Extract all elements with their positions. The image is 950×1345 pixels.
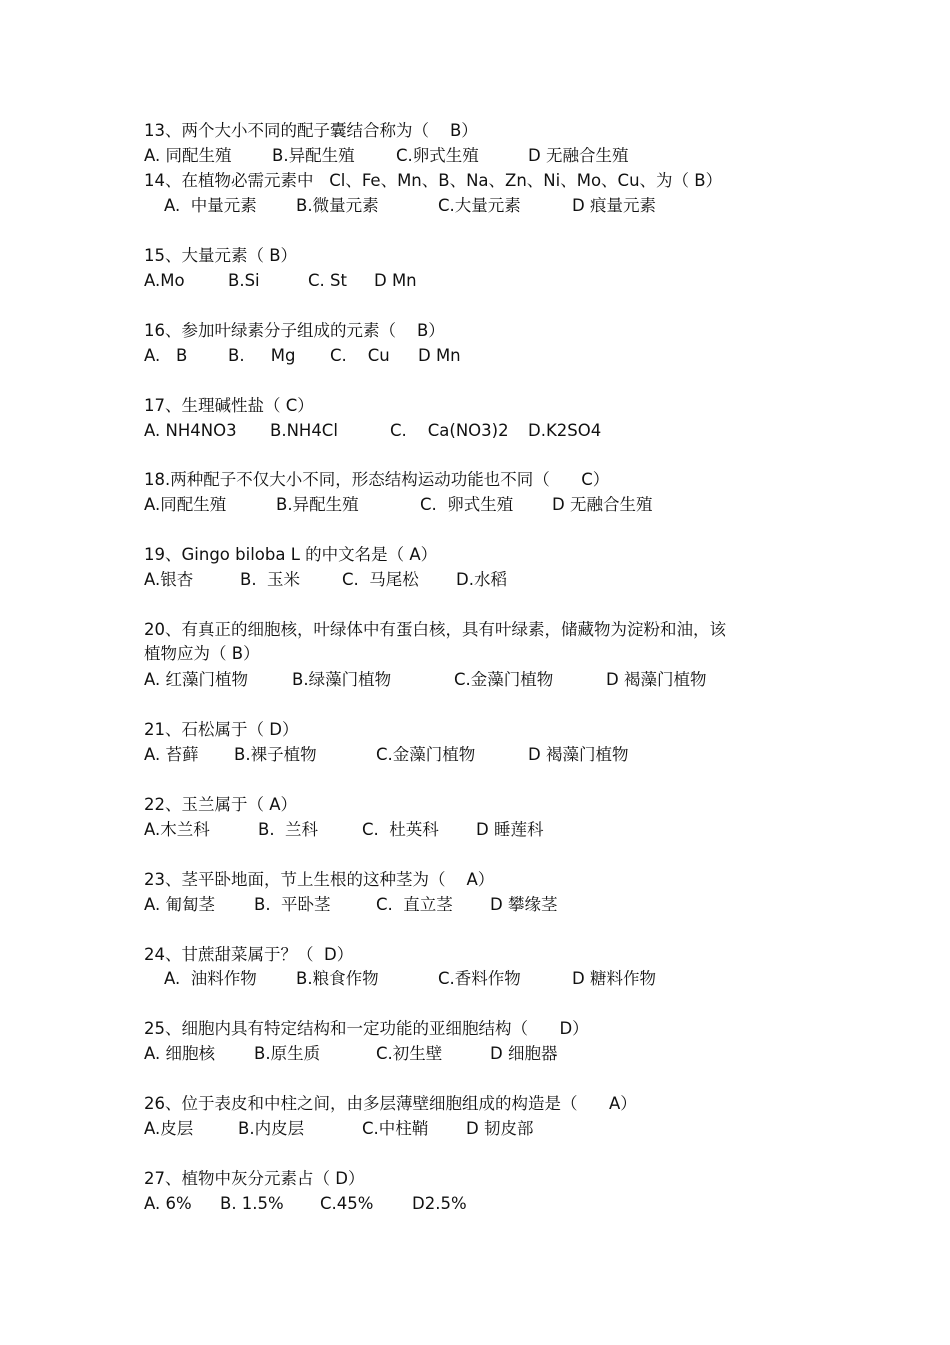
option-c: C. 杜英科	[362, 820, 439, 839]
option-d: D Mn	[374, 271, 417, 290]
option-a: A.皮层	[144, 1119, 194, 1138]
question-17-text: 17、生理碱性盐（ C）	[144, 396, 314, 415]
option-c: C. Ca(NO3)2	[390, 421, 509, 440]
option-d: D 痕量元素	[572, 196, 656, 215]
option-c: C.香料作物	[438, 969, 521, 988]
option-c: C.45%	[320, 1194, 374, 1213]
option-b: B.NH4Cl	[270, 421, 338, 440]
question-16-text: 16、参加叶绿素分子组成的元素（ B）	[144, 321, 445, 340]
option-a: A. 匍匐茎	[144, 895, 215, 914]
option-d: D 攀缘茎	[490, 895, 558, 914]
option-d: D 无融合生殖	[528, 146, 629, 165]
option-c: C.中柱鞘	[362, 1119, 429, 1138]
option-b: B.内皮层	[238, 1119, 305, 1138]
option-a: A. 细胞核	[144, 1044, 215, 1063]
option-a: A. B	[144, 346, 188, 365]
option-b: B. 玉米	[240, 570, 301, 589]
option-b: B.微量元素	[296, 196, 379, 215]
question-21-text: 21、石松属于（ D）	[144, 720, 299, 739]
question-13-text: 13、两个大小不同的配子囊结合称为（ B）	[144, 121, 478, 140]
question-15-text: 15、大量元素（ B）	[144, 246, 298, 265]
option-a: A. 6%	[144, 1194, 192, 1213]
option-a: A. NH4NO3	[144, 421, 237, 440]
question-27-options	[144, 1194, 467, 1314]
question-20-text-cont: 植物应为（ B）	[144, 644, 260, 663]
option-a: A. 同配生殖	[144, 146, 232, 165]
question-25-text: 25、细胞内具有特定结构和一定功能的亚细胞结构（ D）	[144, 1019, 589, 1038]
option-a: A.木兰科	[144, 820, 210, 839]
option-a: A. 油料作物	[164, 969, 257, 988]
option-d: D 糖料作物	[572, 969, 656, 988]
option-d: D Mn	[418, 346, 461, 365]
option-c: C.大量元素	[438, 196, 521, 215]
option-b: B.异配生殖	[272, 146, 355, 165]
question-20-text: 20、有真正的细胞核，叶绿体中有蛋白核，具有叶绿素，储藏物为淀粉和油，该	[144, 620, 726, 639]
option-b: B. 1.5%	[220, 1194, 284, 1213]
question-24-text: 24、甘蔗甜菜属于？（ D）	[144, 945, 354, 964]
option-d: D.水稻	[456, 570, 507, 589]
question-23-text: 23、茎平卧地面，节上生根的这种茎为（ A）	[144, 870, 495, 889]
option-c: C.金藻门植物	[454, 670, 554, 689]
question-26-text: 26、位于表皮和中柱之间，由多层薄壁细胞组成的构造是（ A）	[144, 1094, 637, 1113]
option-a: A.同配生殖	[144, 495, 227, 514]
option-c: C. Cu	[330, 346, 390, 365]
option-a: A. 中量元素	[164, 196, 257, 215]
option-b: B.异配生殖	[276, 495, 359, 514]
option-c: C.金藻门植物	[376, 745, 476, 764]
option-b: B. 兰科	[258, 820, 319, 839]
option-c: C.初生壁	[376, 1044, 443, 1063]
option-d: D 细胞器	[490, 1044, 558, 1063]
option-b: B.Si	[228, 271, 260, 290]
question-19-text: 19、Gingo biloba L 的中文名是（ A）	[144, 545, 438, 564]
option-a: A.银杏	[144, 570, 194, 589]
option-d: D2.5%	[412, 1194, 467, 1213]
question-18-text: 18.两种配子不仅大小不同，形态结构运动功能也不同（ C）	[144, 470, 610, 489]
option-d: D 睡莲科	[476, 820, 544, 839]
option-c: C. 直立茎	[376, 895, 453, 914]
question-14-text: 14、在植物必需元素中 Cl、Fe、Mn、B、Na、Zn、Ni、Mo、Cu、为（ B）	[144, 171, 723, 190]
question-27-text: 27、植物中灰分元素占（ D）	[144, 1169, 365, 1188]
option-b: B.绿藻门植物	[292, 670, 392, 689]
option-d: D 褐藻门植物	[606, 670, 707, 689]
option-d: D 无融合生殖	[552, 495, 653, 514]
option-d: D 褐藻门植物	[528, 745, 629, 764]
option-b: B.原生质	[254, 1044, 321, 1063]
option-c: C.卵式生殖	[396, 146, 479, 165]
option-b: B. Mg	[228, 346, 296, 365]
option-c: C. St	[308, 271, 347, 290]
option-a: A. 红藻门植物	[144, 670, 248, 689]
option-c: C. 马尾松	[342, 570, 419, 589]
option-a: A. 苔藓	[144, 745, 199, 764]
option-a: A.Mo	[144, 271, 185, 290]
option-d: D 韧皮部	[466, 1119, 534, 1138]
option-c: C. 卵式生殖	[420, 495, 514, 514]
option-b: B.粮食作物	[296, 969, 379, 988]
option-d: D.K2SO4	[528, 421, 602, 440]
option-b: B. 平卧茎	[254, 895, 331, 914]
option-b: B.裸子植物	[234, 745, 317, 764]
question-22-text: 22、玉兰属于（ A）	[144, 795, 298, 814]
